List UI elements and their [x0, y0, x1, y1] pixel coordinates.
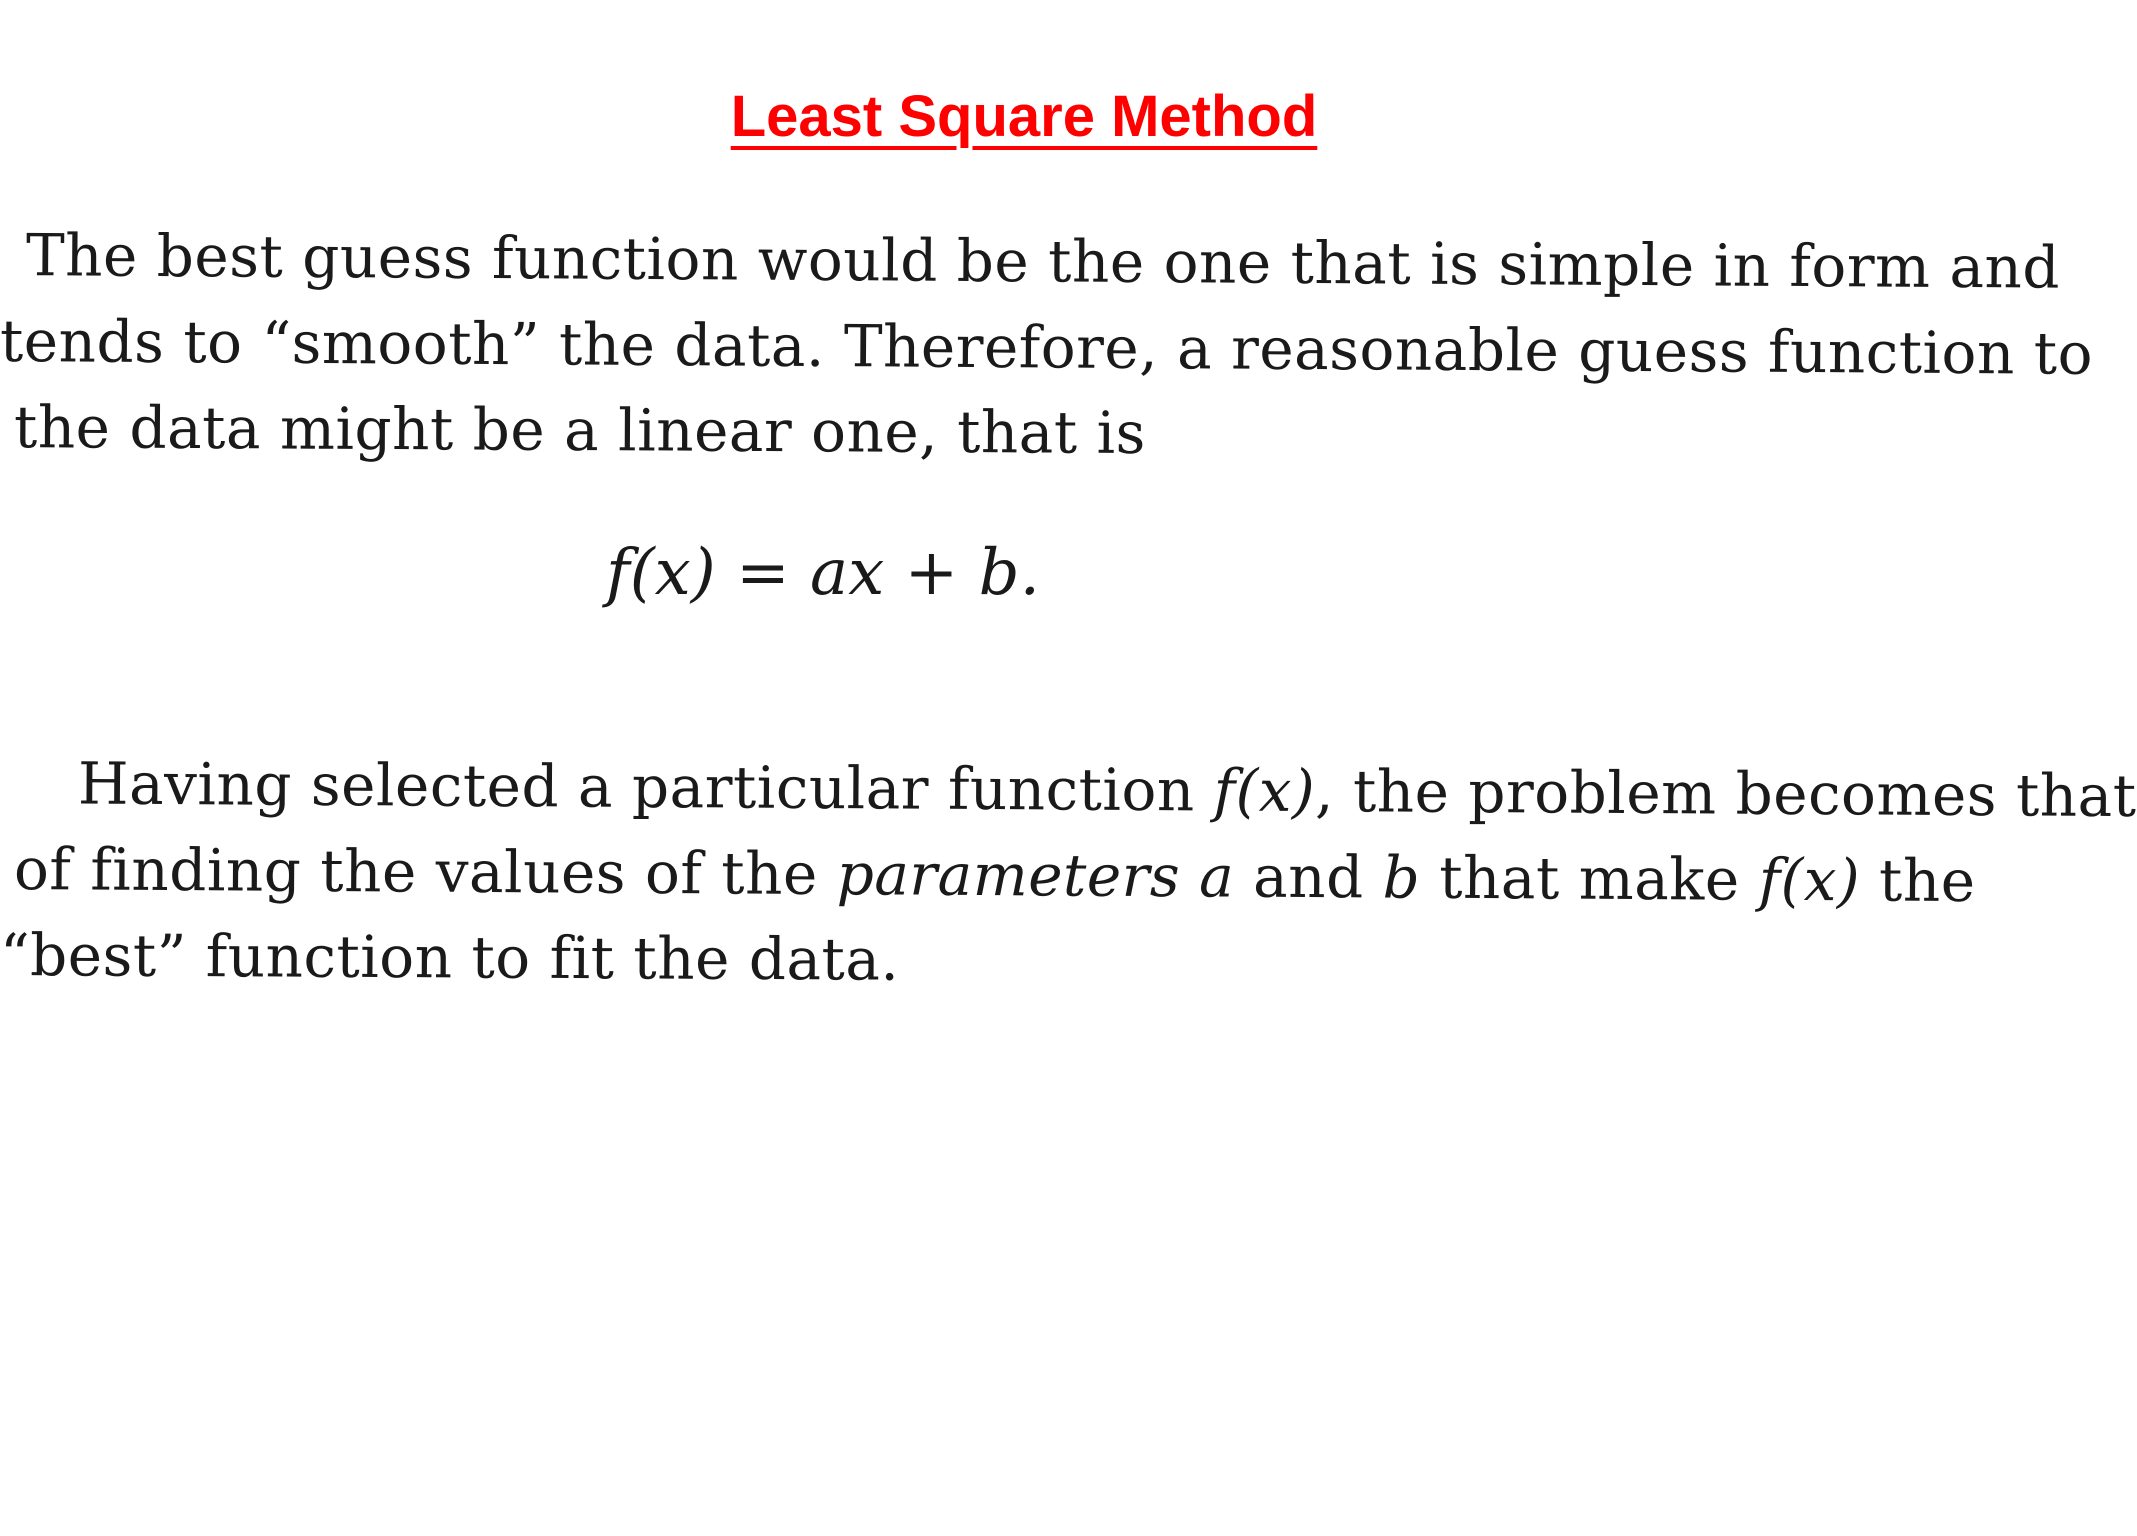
math-a: a: [1198, 842, 1235, 911]
text-segment: of finding the values of the: [13, 835, 837, 909]
paragraph-parameters-line-1: [0, 740, 2137, 839]
math-b: b: [1382, 843, 1421, 912]
text-segment: that make: [1420, 843, 1759, 914]
slide-title: [0, 82, 2048, 152]
text-segment: the: [1859, 846, 1976, 916]
formula-lhs: f(x): [606, 536, 716, 610]
paragraph-intro-line-3: the data might be a linear one, that is: [13, 393, 1147, 467]
paragraph-intro: [0, 212, 2093, 470]
text-segment: [1180, 842, 1199, 910]
text-segment: , the problem becomes that: [1314, 757, 2137, 831]
linear-function-formula: [606, 530, 1040, 616]
paragraph-parameters-line-2: [0, 826, 2137, 925]
formula-equals: =: [715, 536, 811, 610]
paragraph-parameters-line-3: “best” function to fit the data.: [0, 921, 900, 994]
formula-rhs: ax + b.: [810, 536, 1040, 610]
math-fx: f(x): [1758, 845, 1861, 915]
paragraph-intro-line-2: tends to “smooth” the data. Therefore, a reasonable guess function to: [0, 307, 2094, 388]
math-fx: f(x): [1213, 756, 1316, 826]
slide-title-text: Least Square Method: [730, 84, 1318, 149]
text-segment: and: [1234, 842, 1383, 912]
paragraph-intro-line-1: The best guess function would be the one that is simple in form and: [25, 221, 2061, 302]
paragraph-parameters: [0, 740, 2137, 998]
emphasis-parameters: parameters: [836, 840, 1181, 911]
text-segment: Having selected a particular function: [77, 749, 1214, 825]
